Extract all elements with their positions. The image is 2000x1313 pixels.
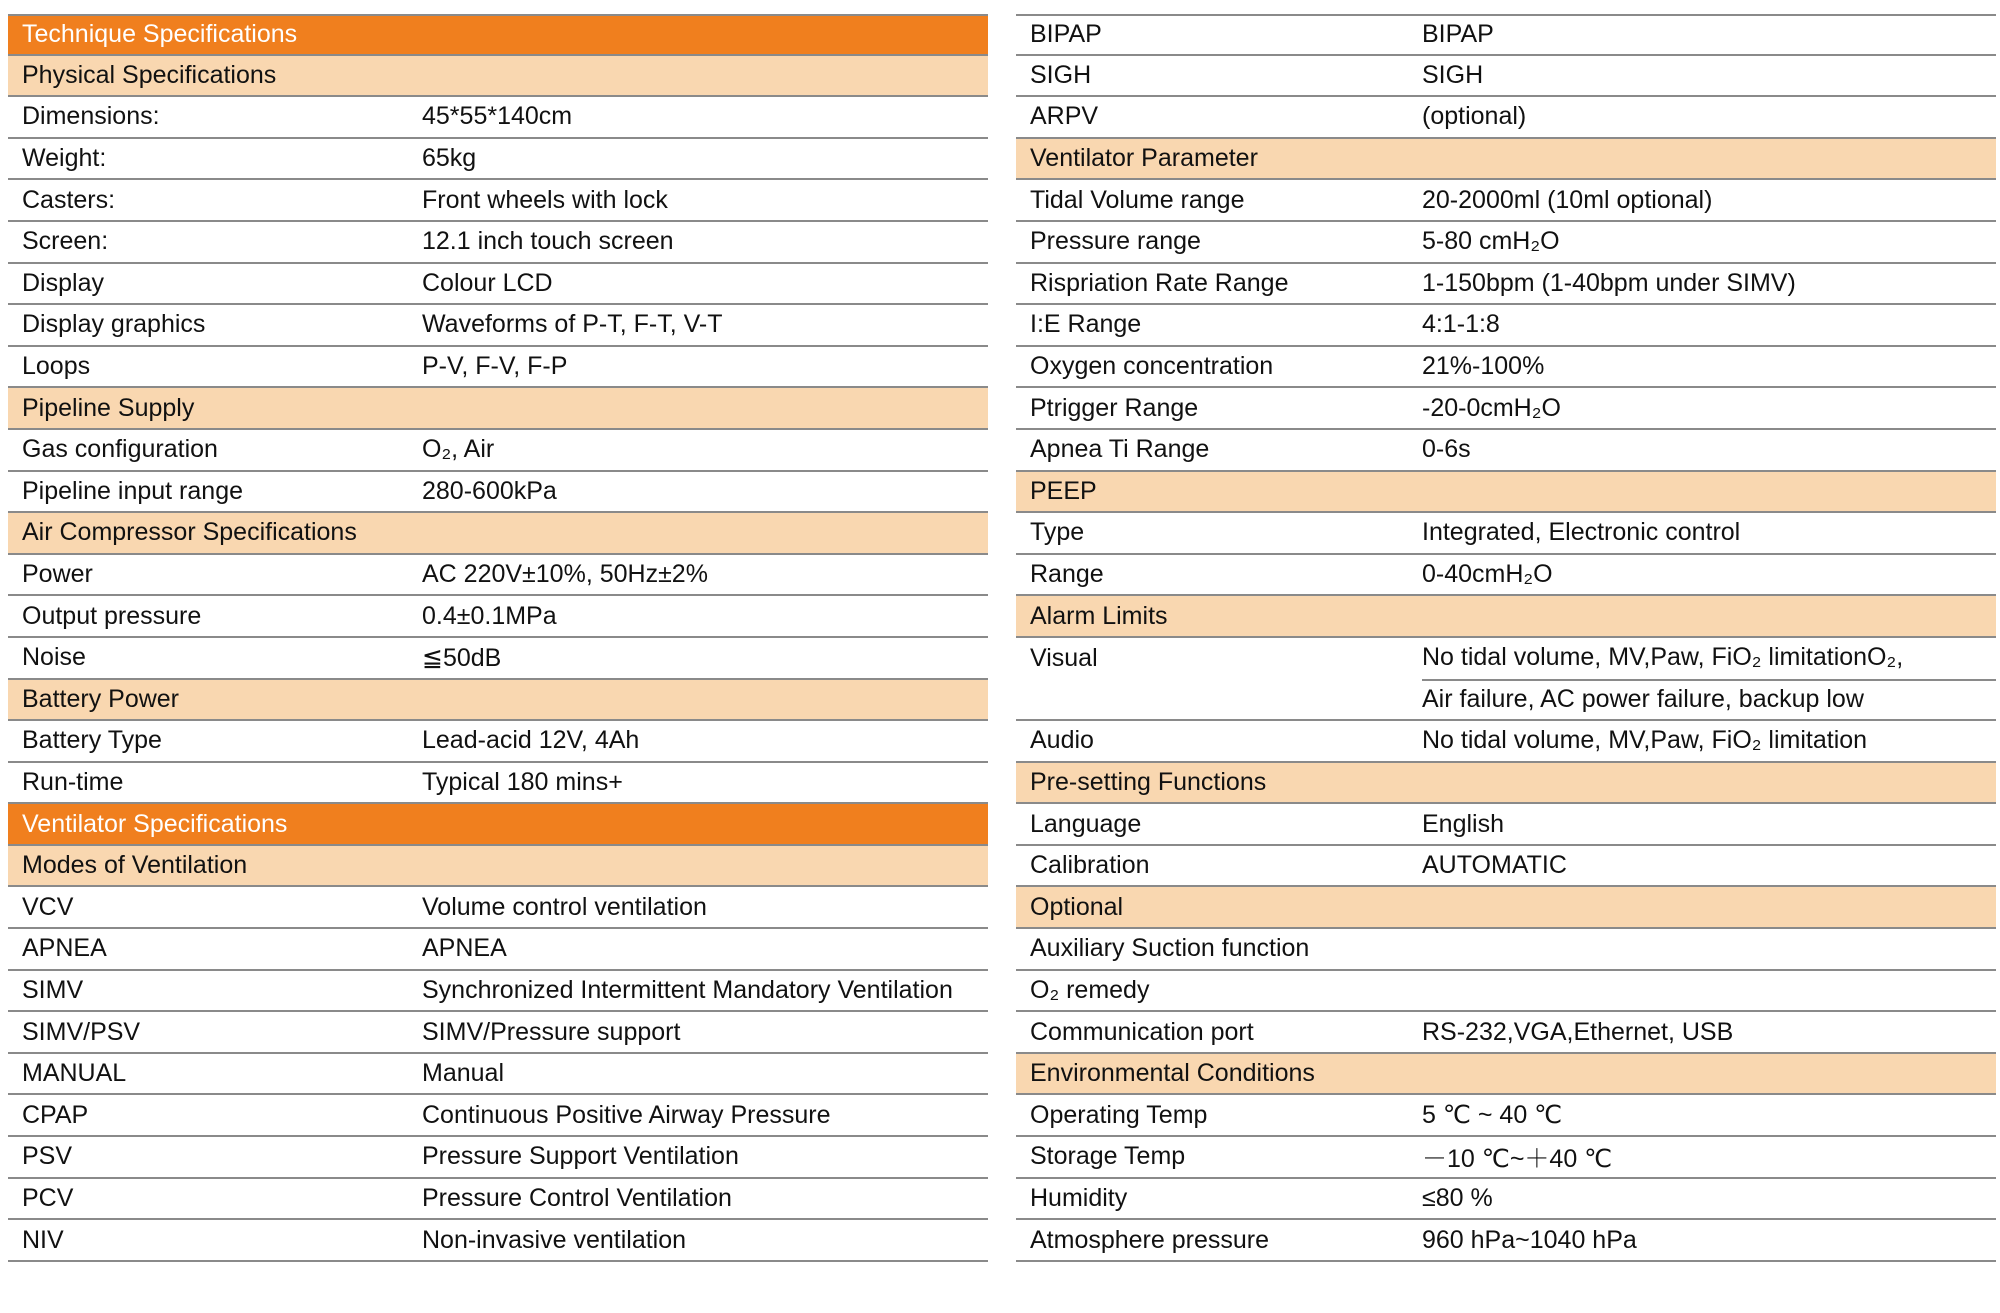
spec-row-manual — [8, 1054, 988, 1096]
spec-value: Continuous Positive Airway Pressure — [422, 1100, 831, 1129]
spec-value: ≤80 % — [1422, 1183, 1493, 1212]
spec-label: Language — [1030, 809, 1142, 838]
spec-value: 21%-100% — [1422, 352, 1545, 381]
spec-label: Audio — [1030, 726, 1094, 755]
spec-label: Atmosphere pressure — [1030, 1225, 1270, 1254]
spec-value: Volume control ventilation — [422, 892, 707, 921]
spec-value: -20-0cmH₂O — [1422, 393, 1561, 422]
spec-label: Casters: — [22, 185, 116, 214]
spec-value: No tidal volume, MV,Paw, FiO₂ limitationO₂, — [1422, 637, 1996, 681]
spec-row-battery-type — [8, 721, 988, 763]
spec-label: Power — [22, 560, 93, 589]
spec-row-tidal-volume-range — [1016, 180, 1996, 222]
spec-row-atmosphere-pressure — [1016, 1220, 1996, 1262]
spec-label: Humidity — [1030, 1183, 1128, 1212]
spec-label: Display graphics — [22, 310, 206, 339]
spec-value: (optional) — [1422, 102, 1527, 131]
spec-value: 0.4±0.1MPa — [422, 601, 557, 630]
spec-row-loops — [8, 347, 988, 389]
spec-value: RS-232,VGA,Ethernet, USB — [1422, 1017, 1734, 1046]
header-label: Technique Specifications — [22, 20, 298, 49]
spec-label: Pipeline input range — [22, 476, 243, 505]
spec-value: 5 ℃ ~ 40 ℃ — [1422, 1101, 1563, 1130]
spec-label: O₂ remedy — [1030, 975, 1150, 1004]
spec-label: Storage Temp — [1030, 1142, 1186, 1171]
spec-value: 45*55*140cm — [422, 102, 573, 131]
spec-label: ARPV — [1030, 102, 1099, 131]
spec-value: APNEA — [422, 934, 507, 963]
spec-value: 12.1 inch touch screen — [422, 227, 674, 256]
spec-label: Run-time — [22, 767, 124, 796]
spec-value: Air failure, AC power failure, backup low — [1422, 684, 1864, 713]
spec-label: NIV — [22, 1225, 64, 1254]
subsection-header-environmental-conditions — [1016, 1054, 1996, 1096]
spec-row-dimensions — [8, 97, 988, 139]
spec-table-left — [8, 14, 988, 1262]
spec-label: Operating Temp — [1030, 1100, 1208, 1129]
spec-value: Pressure Support Ventilation — [422, 1142, 739, 1171]
spec-row-apnea-ti-range — [1016, 430, 1996, 472]
spec-table-right — [1016, 14, 1996, 1262]
spec-row-pressure-range — [1016, 222, 1996, 264]
spec-label: PSV — [22, 1142, 73, 1171]
spec-label: Range — [1030, 560, 1104, 589]
spec-label: Pressure range — [1030, 227, 1201, 256]
spec-row-apnea — [8, 929, 988, 971]
spec-row-communication-port — [1016, 1012, 1996, 1054]
subsection-header-optional — [1016, 887, 1996, 929]
spec-label: BIPAP — [1030, 20, 1102, 49]
spec-value: Lead-acid 12V, 4Ah — [422, 726, 640, 755]
spec-label: SIMV — [22, 975, 84, 1004]
spec-label: Loops — [22, 352, 91, 381]
spec-row-vcv — [8, 887, 988, 929]
subsection-header-battery-power — [8, 680, 988, 722]
spec-label: Gas configuration — [22, 435, 218, 464]
spec-label: SIGH — [1030, 60, 1092, 89]
spec-value: 0-40cmH₂O — [1422, 560, 1553, 589]
spec-label: VCV — [22, 892, 74, 921]
header-label: Physical Specifications — [22, 60, 277, 89]
spec-value: BIPAP — [1422, 20, 1494, 49]
spec-row-humidity — [1016, 1179, 1996, 1221]
spec-value: Synchronized Intermittent Mandatory Ventilation — [422, 975, 953, 1004]
spec-row-casters — [8, 180, 988, 222]
spec-row-rispriation-rate-range — [1016, 264, 1996, 306]
spec-value: Waveforms of P-T, F-T, V-T — [422, 310, 723, 339]
spec-label: SIMV/PSV — [22, 1017, 141, 1046]
spec-value: O₂, Air — [422, 435, 495, 464]
subsection-header-air-compressor-specifications — [8, 513, 988, 555]
spec-value: 4:1-1:8 — [1422, 310, 1500, 339]
spec-row-psv — [8, 1137, 988, 1179]
header-label: Environmental Conditions — [1030, 1059, 1315, 1088]
header-label: Ventilator Parameter — [1030, 144, 1258, 173]
spec-label: Weight: — [22, 144, 107, 173]
spec-row-range — [1016, 555, 1996, 597]
spec-value: No tidal volume, MV,Paw, FiO₂ limitation — [1422, 726, 1868, 755]
spec-label: Dimensions: — [22, 102, 160, 131]
subsection-header-peep — [1016, 472, 1996, 514]
spec-row-visual — [1016, 638, 1996, 680]
spec-label: APNEA — [22, 934, 107, 963]
spec-value: －10 ℃~＋40 ℃ — [1422, 1144, 1613, 1173]
spec-value: SIGH — [1422, 60, 1484, 89]
spec-label: Noise — [22, 643, 86, 672]
spec-value: Pressure Control Ventilation — [422, 1183, 732, 1212]
spec-label: Auxiliary Suction function — [1030, 934, 1310, 963]
subsection-header-modes-of-ventilation — [8, 846, 988, 888]
spec-row-o-remedy — [1016, 971, 1996, 1013]
spec-row-noise — [8, 638, 988, 680]
spec-row-oxygen-concentration — [1016, 347, 1996, 389]
header-label: Optional — [1030, 892, 1124, 921]
spec-value: ≦50dB — [422, 643, 502, 672]
spec-row-weight — [8, 139, 988, 181]
spec-row-display — [8, 264, 988, 306]
spec-label: Tidal Volume range — [1030, 185, 1245, 214]
spec-value: 1-150bpm (1-40bpm under SIMV) — [1422, 268, 1796, 297]
spec-value: P-V, F-V, F-P — [422, 352, 568, 381]
spec-label: Communication port — [1030, 1017, 1254, 1046]
spec-value: Typical 180 mins+ — [422, 767, 623, 796]
spec-row-output-pressure — [8, 596, 988, 638]
spec-row-arpv — [1016, 97, 1996, 139]
section-header-ventilator-specifications — [8, 804, 988, 846]
spec-value: Non-invasive ventilation — [422, 1225, 687, 1254]
spec-label: Oxygen concentration — [1030, 352, 1274, 381]
spec-row-pcv — [8, 1179, 988, 1221]
subsection-header-alarm-limits — [1016, 596, 1996, 638]
spec-row-bipap — [1016, 14, 1996, 56]
spec-label: Output pressure — [22, 601, 202, 630]
spec-row-operating-temp — [1016, 1095, 1996, 1137]
spec-row-type — [1016, 513, 1996, 555]
header-label: PEEP — [1030, 476, 1097, 505]
header-label: Pre-setting Functions — [1030, 767, 1267, 796]
header-label: Ventilator Specifications — [22, 809, 288, 838]
spec-row-ptrigger-range — [1016, 388, 1996, 430]
spec-value: 0-6s — [1422, 435, 1471, 464]
spec-label: Screen: — [22, 227, 109, 256]
spec-label: Battery Type — [22, 726, 162, 755]
spec-row-niv — [8, 1220, 988, 1262]
spec-label: PCV — [22, 1183, 74, 1212]
header-label: Pipeline Supply — [22, 393, 195, 422]
spec-label: CPAP — [22, 1100, 89, 1129]
spec-label: MANUAL — [22, 1059, 127, 1088]
spec-label: Apnea Ti Range — [1030, 435, 1210, 464]
spec-row-screen — [8, 222, 988, 264]
section-header-technique-specifications — [8, 14, 988, 56]
spec-row-auxiliary-suction-function — [1016, 929, 1996, 971]
spec-label: Ptrigger Range — [1030, 393, 1199, 422]
spec-value: AC 220V±10%, 50Hz±2% — [422, 560, 708, 589]
spec-row-cpap — [8, 1095, 988, 1137]
spec-row-pipeline-input-range — [8, 472, 988, 514]
spec-value: 20-2000ml (10ml optional) — [1422, 185, 1713, 214]
spec-value: SIMV/Pressure support — [422, 1017, 681, 1046]
spec-value: AUTOMATIC — [1422, 851, 1567, 880]
header-label: Battery Power — [22, 684, 180, 713]
spec-row-language — [1016, 804, 1996, 846]
spec-row-gas-configuration — [8, 430, 988, 472]
header-label: Air Compressor Specifications — [22, 518, 357, 547]
spec-label: Calibration — [1030, 851, 1150, 880]
spec-label: Type — [1030, 518, 1085, 547]
spec-label: Visual — [1030, 644, 1098, 673]
spec-row-calibration — [1016, 846, 1996, 888]
spec-row-sigh — [1016, 56, 1996, 98]
spec-value: 280-600kPa — [422, 476, 557, 505]
spec-value: Manual — [422, 1059, 504, 1088]
subsection-header-ventilator-parameter — [1016, 139, 1996, 181]
spec-label: Rispriation Rate Range — [1030, 268, 1289, 297]
spec-value: Integrated, Electronic control — [1422, 518, 1741, 547]
spec-row-display-graphics — [8, 305, 988, 347]
spec-value: 65kg — [422, 144, 477, 173]
spec-value: English — [1422, 809, 1504, 838]
spec-value: 960 hPa~1040 hPa — [1422, 1225, 1637, 1254]
spec-row-storage-temp — [1016, 1137, 1996, 1179]
subsection-header-physical-specifications — [8, 56, 988, 98]
spec-row-simv — [8, 971, 988, 1013]
spec-row-run-time — [8, 763, 988, 805]
spec-value: 5-80 cmH₂O — [1422, 227, 1560, 256]
spec-value: Front wheels with lock — [422, 185, 668, 214]
spec-row-power — [8, 555, 988, 597]
spec-row-continuation — [1016, 680, 1996, 722]
spec-value: Colour LCD — [422, 268, 553, 297]
spec-row-audio — [1016, 721, 1996, 763]
spec-label: Display — [22, 268, 104, 297]
subsection-header-pre-setting-functions — [1016, 763, 1996, 805]
spec-label: I:E Range — [1030, 310, 1142, 339]
subsection-header-pipeline-supply — [8, 388, 988, 430]
spec-row-simv-psv — [8, 1012, 988, 1054]
header-label: Alarm Limits — [1030, 601, 1168, 630]
spec-row-i-e-range — [1016, 305, 1996, 347]
header-label: Modes of Ventilation — [22, 851, 248, 880]
